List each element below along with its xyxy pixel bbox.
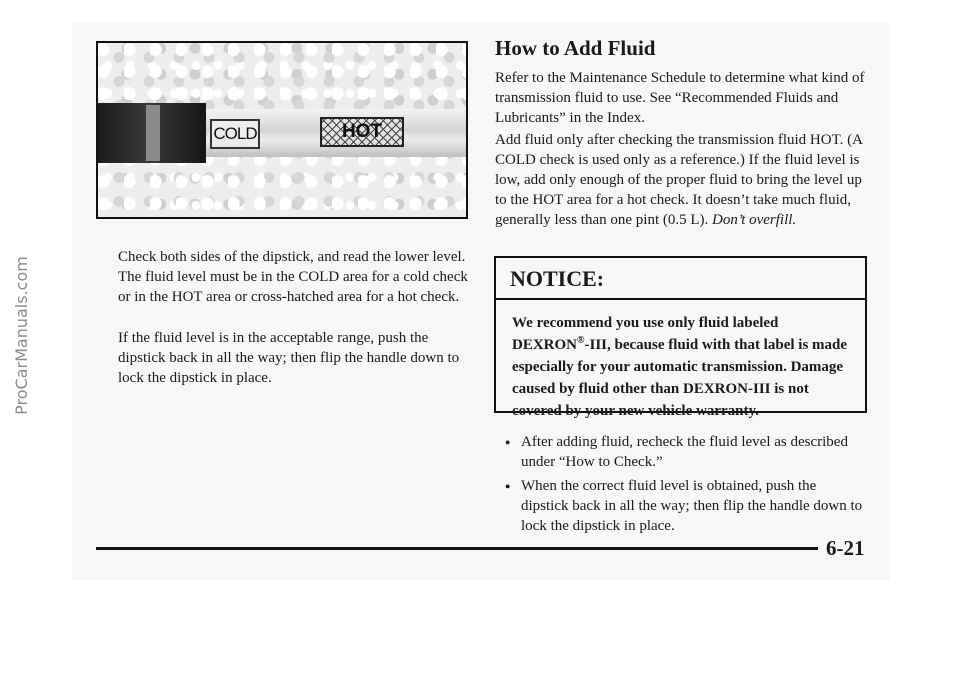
dipstick-handle-highlight	[146, 105, 160, 161]
acceptable-range-paragraph: If the fluid level is in the acceptable range, push the dipstick back in all the way; then flip the handle down to lock the dipstick in place.	[118, 330, 460, 386]
watermark-text: ProCarManuals.com	[11, 255, 31, 415]
notice-body-start: We recommend you use only fluid labeled DEXRON	[512, 315, 779, 353]
notice-box	[494, 256, 867, 419]
notice-body	[512, 312, 857, 422]
maintenance-schedule-paragraph: Refer to the Maintenance Schedule to determine what kind of transmission fluid to use. See “Recommended Fluids and Lubricants” in the Index.	[495, 70, 865, 126]
section-heading: How to Add Fluid	[495, 36, 656, 60]
bullet-marker: ●	[505, 437, 511, 447]
footer-rule	[96, 547, 818, 550]
bullet-marker: ●	[505, 481, 511, 491]
bullet-recheck-text: After adding fluid, recheck the fluid level as described under “How to Check.”	[521, 434, 848, 470]
add-fluid-text: Add fluid only after checking the transmission fluid HOT. (A COLD check is used only as a reference.) If the fluid level is low, add only enough of the proper fluid to bring the level up to the HOT area for a hot check. It doesn’t take much fluid, generally less than one pint (0.5 L).	[495, 132, 863, 228]
bullet-correct-level-text: When the correct fluid level is obtained, push the dipstick back in all the way; then flip the handle down to lock the dipstick in place.	[521, 478, 863, 534]
notice-body-end: -III, because fluid with that label is made especially for your automatic transmission. Damage caused by fluid other than DEXRON-III is not covered by your new vehicle warranty.	[512, 337, 848, 419]
check-both-sides-paragraph: Check both sides of the dipstick, and read the lower level. The fluid level must be in the COLD area for a cold check or in the HOT area or cross-hatched area for a hot check.	[118, 249, 468, 305]
page-number: 6-21	[826, 536, 865, 560]
watermark	[6, 190, 36, 480]
cold-mark-label: COLD	[210, 119, 260, 149]
dipstick-photo	[96, 41, 468, 219]
notice-title: NOTICE:	[496, 258, 865, 300]
hot-mark-label: HOT	[320, 117, 404, 147]
registered-mark: ®	[577, 335, 585, 346]
add-fluid-paragraph	[495, 130, 865, 230]
dont-overfill-text: Don’t overfill.	[712, 212, 797, 228]
